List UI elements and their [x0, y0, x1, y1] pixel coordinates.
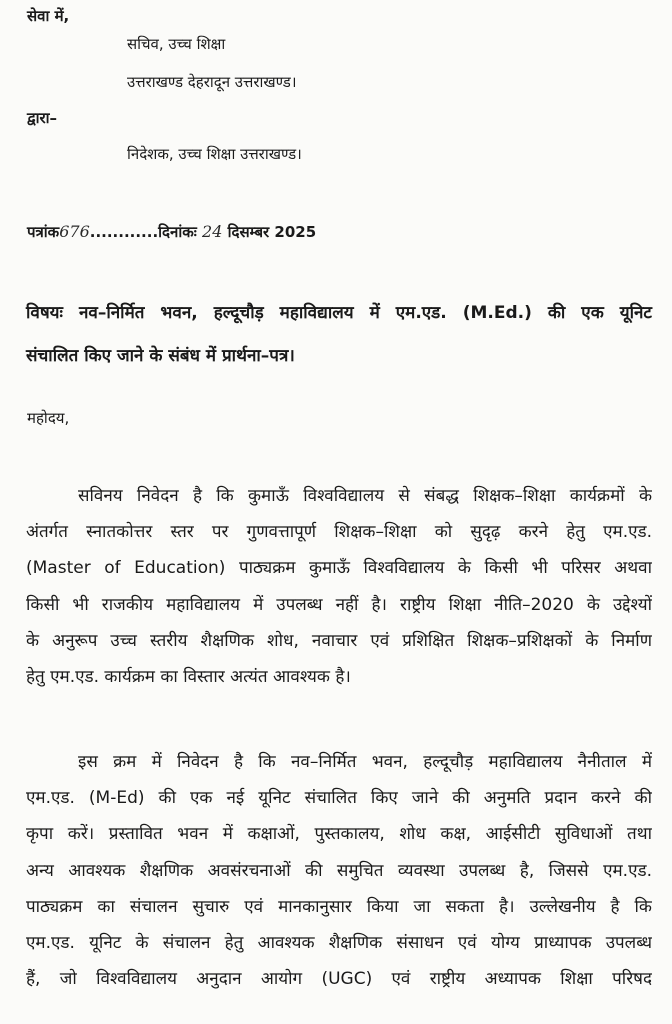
- via-label: द्वारा–: [27, 109, 58, 127]
- date-rest: दिसम्बर 2025: [227, 223, 317, 241]
- date-day: 24: [202, 222, 223, 241]
- paragraph-line: एम.एड. यूनिट के संचालन हेतु आवश्यक शैक्षणिक संसाधन एवं योग्य प्राध्यापक उपलब्ध: [26, 933, 652, 954]
- paragraph-line: सविनय निवेदन है कि कुमाऊँ विश्वविद्यालय से संबद्ध शिक्षक–शिक्षा कार्यक्रमों के: [78, 486, 652, 506]
- paragraph-1: [26, 478, 652, 695]
- to-label: सेवा में,: [27, 7, 70, 25]
- paragraph-line: (Master of Education) पाठ्यक्रम कुमाऊँ विश्वविद्यालय के किसी भी परिसर अथवा: [26, 558, 652, 579]
- recipient-line-2: उत्तराखण्ड देहरादून उत्तराखण्ड।: [127, 73, 297, 91]
- paragraph-line: हेतु एम.एड. कार्यक्रम का विस्तार अत्यंत आवश्यक है।: [26, 667, 351, 688]
- paragraph-line: इस क्रम में निवेदन है कि नव–निर्मित भवन, हल्दूचौड़ महाविद्यालय नैनीताल में: [78, 752, 652, 772]
- paragraph-line: अंतर्गत स्नातकोत्तर स्तर पर गुणवत्तापूर्ण शिक्षक–शिक्षा को सुदृढ़ करने हेतु एम.एड.: [26, 522, 652, 543]
- paragraph-2: [26, 744, 652, 997]
- paragraph-line: के अनुरूप उच्च स्तरीय शैक्षणिक शोध, नवाचार एवं प्रशिक्षित शिक्षक–प्रशिक्षकों के निर्माण: [26, 630, 652, 651]
- paragraph-line: कृपा करें। प्रस्तावित भवन में कक्षाओं, पुस्तकालय, शोध कक्ष, आईसीटी सुविधाओं तथा: [26, 824, 652, 845]
- patrank-label: पत्रांक: [27, 223, 60, 241]
- patrank-dots: ............: [89, 223, 159, 241]
- date-label: दिनांकः: [158, 223, 197, 241]
- paragraph-line: हैं, जो विश्वविद्यालय अनुदान आयोग (UGC) एवं राष्ट्रीय अध्यापक शिक्षा परिषद: [26, 969, 652, 990]
- salutation: महोदय,: [27, 409, 70, 427]
- subject: [26, 292, 652, 378]
- patrank-number: 676: [59, 222, 90, 241]
- paragraph-line: किसी भी राजकीय महाविद्यालय में उपलब्ध नहीं है। राष्ट्रीय शिक्षा नीति–2020 के उद्देश्यों: [26, 594, 652, 615]
- paragraph-line: अन्य आवश्यक शैक्षणिक अवसंरचनाओं की समुचित व्यवस्था उपलब्ध है, जिससे एम.एड.: [26, 860, 652, 881]
- reference-line: [27, 222, 316, 242]
- via-line-1: निदेशक, उच्च शिक्षा उत्तराखण्ड।: [127, 145, 302, 163]
- subject-line-1: विषयः नव–निर्मित भवन, हल्दूचौड़ महाविद्यालय में एम.एड. (M.Ed.) की एक यूनिट: [26, 303, 652, 323]
- subject-line-2: संचालित किए जाने के संबंध में प्रार्थना–पत्र।: [26, 346, 295, 366]
- recipient-line-1: सचिव, उच्च शिक्षा: [127, 35, 226, 53]
- paragraph-line: पाठ्यक्रम का संचालन सुचारु एवं मानकानुसार किया जा सकता है। उल्लेखनीय है कि: [26, 896, 652, 917]
- paragraph-line: एम.एड. (M-Ed) की एक नई यूनिट संचालित किए जाने की अनुमति प्रदान करने की: [26, 788, 652, 809]
